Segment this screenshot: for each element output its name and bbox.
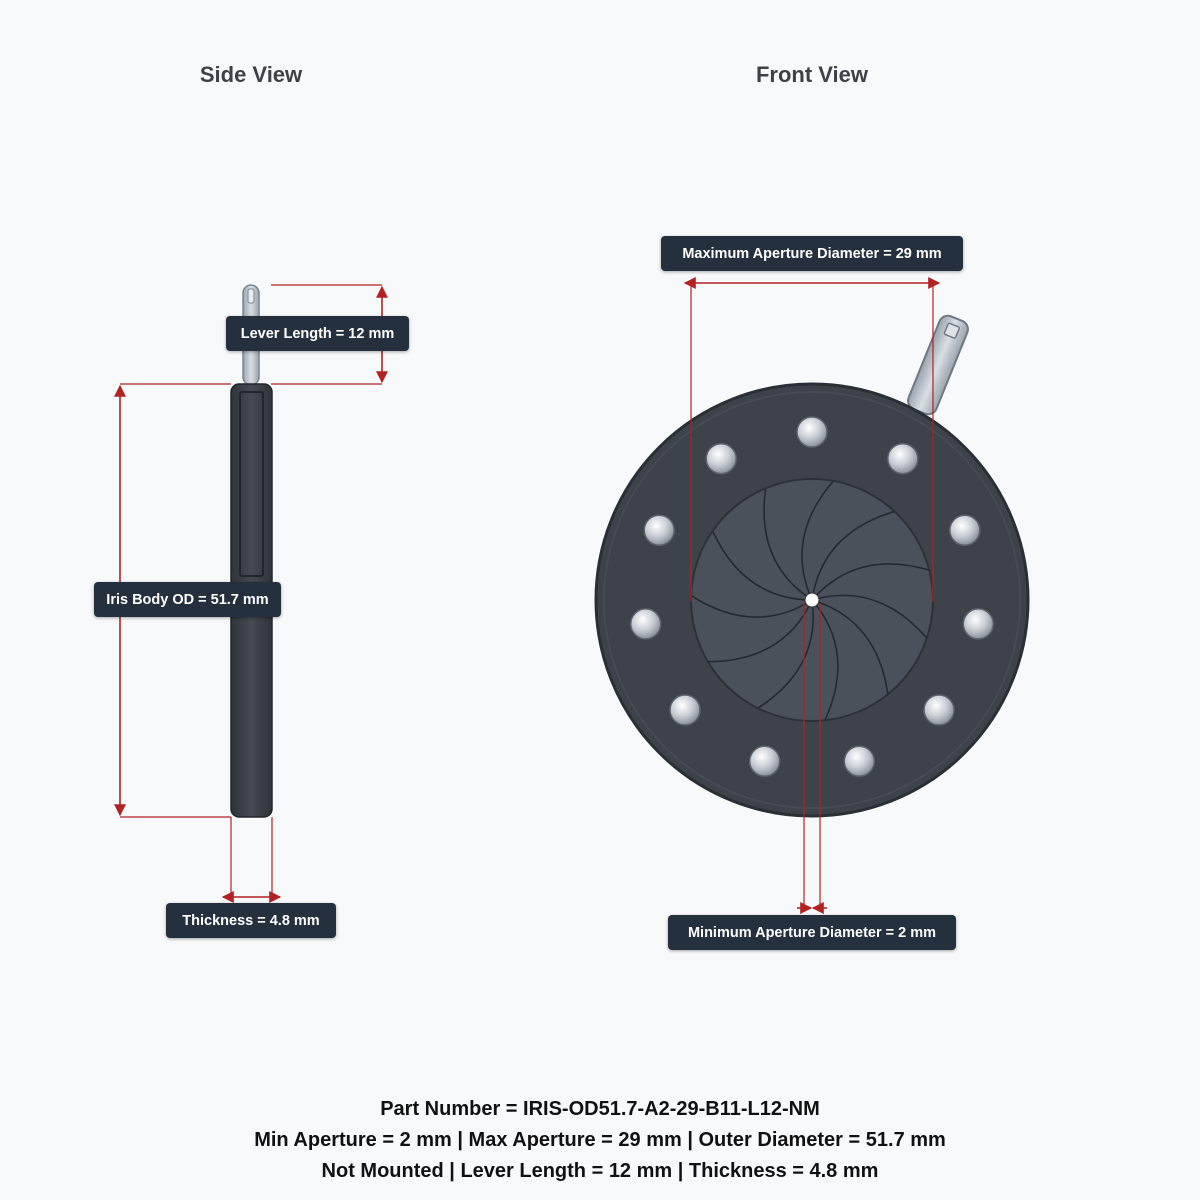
screw-icon xyxy=(631,609,661,639)
min-aperture-label: Minimum Aperture Diameter = 2 mm xyxy=(668,915,956,950)
screw-icon xyxy=(844,746,874,776)
screw-icon xyxy=(670,695,700,725)
spec-part-number: Part Number = IRIS-OD51.7-A2-29-B11-L12-NM xyxy=(380,1098,820,1120)
screw-icon xyxy=(950,515,980,545)
specification-block xyxy=(0,1094,1200,1187)
screw-icon xyxy=(706,444,736,474)
front-view xyxy=(596,283,1028,908)
thickness-dimension xyxy=(223,817,280,898)
front-view-title: Front View xyxy=(755,62,869,87)
screw-icon xyxy=(924,695,954,725)
screw-icon xyxy=(797,417,827,447)
side-view-title: Side View xyxy=(199,62,303,87)
spec-apertures: Min Aperture = 2 mm | Max Aperture = 29 mm | Outer Diameter = 51.7 mm xyxy=(254,1129,946,1151)
thickness-label: Thickness = 4.8 mm xyxy=(166,903,336,938)
front-lever xyxy=(905,313,970,417)
screw-icon xyxy=(888,444,918,474)
lever-length-label: Lever Length = 12 mm xyxy=(226,316,409,351)
max-aperture-label: Maximum Aperture Diameter = 29 mm xyxy=(661,236,963,271)
screw-icon xyxy=(963,609,993,639)
spec-mounting: Not Mounted | Lever Length = 12 mm | Thickness = 4.8 mm xyxy=(321,1160,879,1182)
body-od-label: Iris Body OD = 51.7 mm xyxy=(94,582,281,617)
screw-icon xyxy=(644,515,674,545)
screw-icon xyxy=(750,746,780,776)
min-aperture xyxy=(805,593,819,607)
